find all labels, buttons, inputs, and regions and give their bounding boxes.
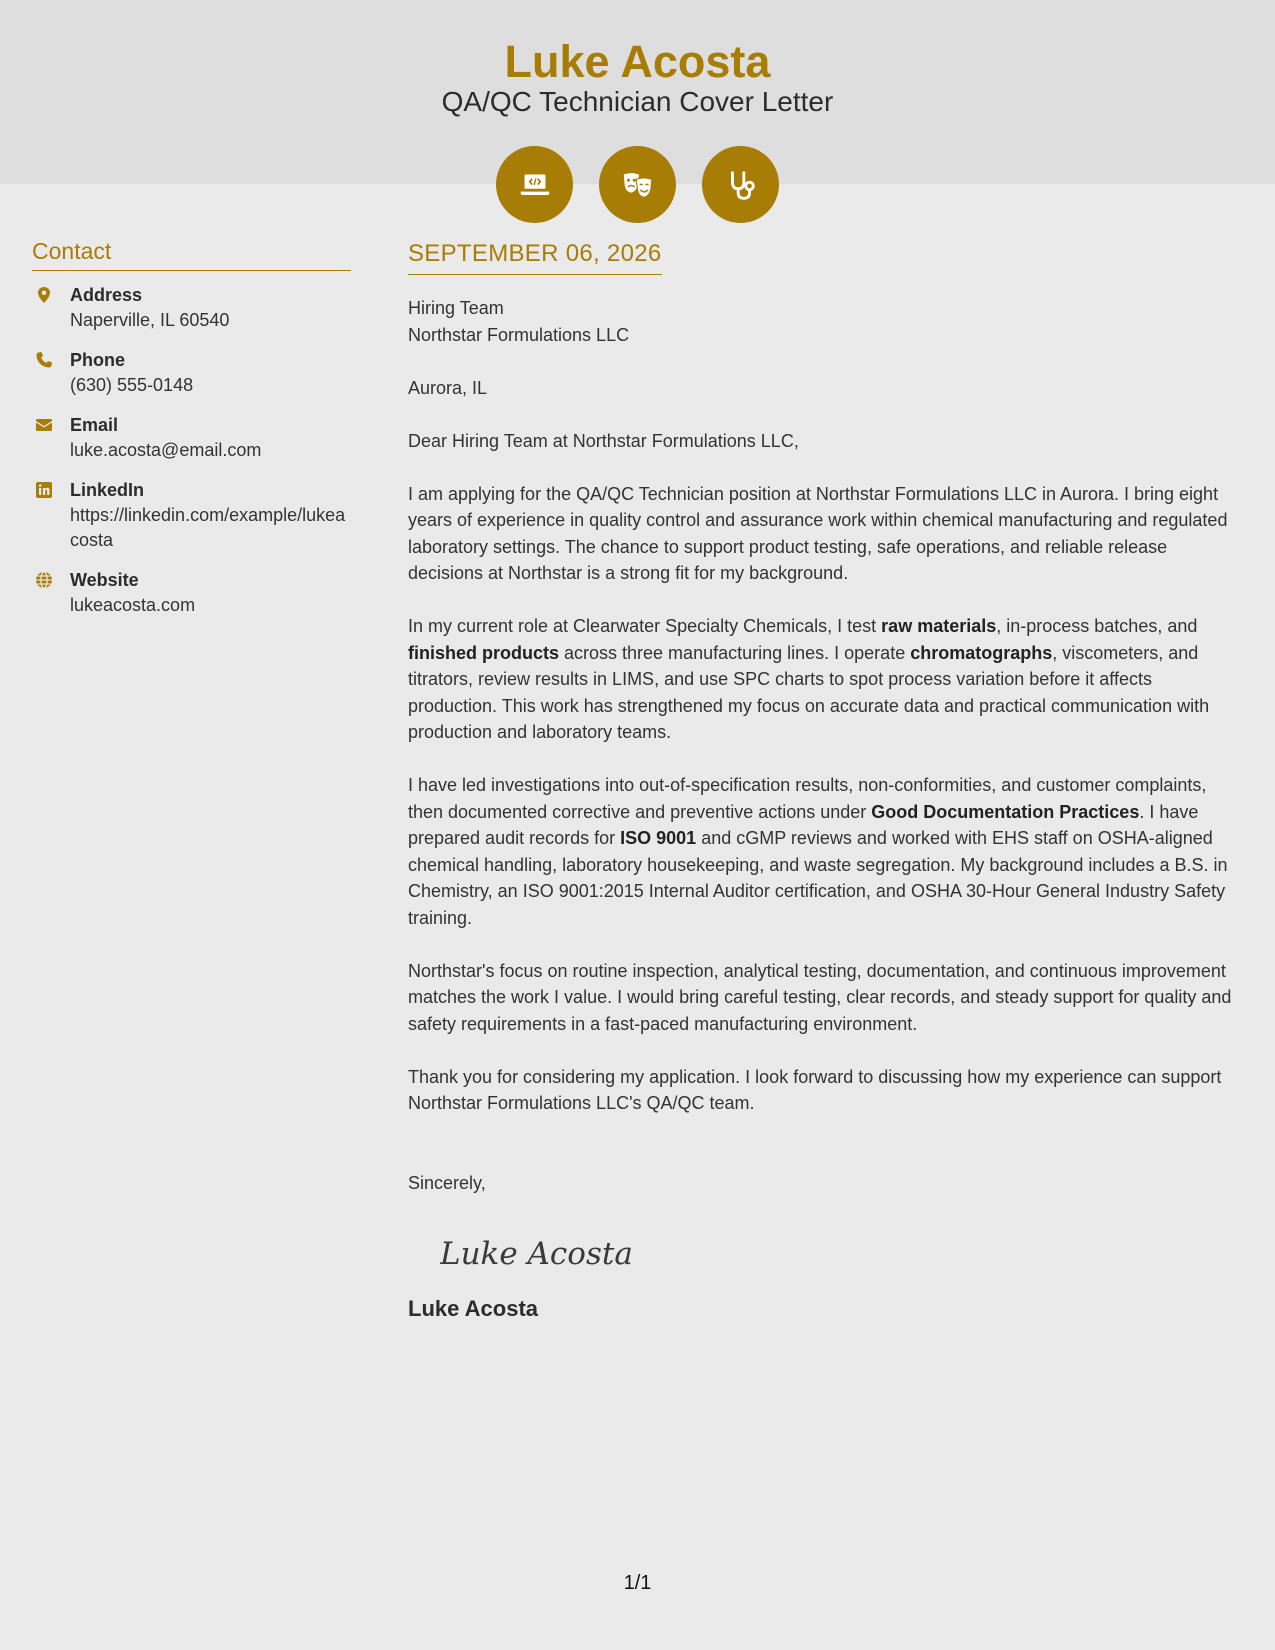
paragraph-5: Thank you for considering my application. I look forward to discussing how my experience can support Northstar Formulations LLC's QA/QC team.: [408, 1066, 1222, 1113]
map-pin-icon: [32, 283, 70, 333]
letter-body: [408, 240, 1243, 1322]
recipient-name: Hiring Team: [408, 298, 504, 318]
website-value: lukeacosta.com: [70, 595, 196, 615]
website-label: Website: [70, 570, 139, 590]
paragraph-4: Northstar's focus on routine inspection, analytical testing, documentation, and continuous improvement matches the work I value. I would bring careful testing, clear records, and steady support for quality and safety requirements in a fast-paced manufacturing environment.: [408, 960, 1232, 1034]
envelope-icon: [32, 413, 70, 463]
header-icons: [496, 146, 779, 223]
contact-email: [32, 413, 351, 463]
paragraph-3: I have led investigations into out-of-specification results, non-conformities, and customer complaints, then documented corrective and preventive actions under Good Documentation Practices. I have prepared audit records for ISO 9001 and cGMP reviews and worked with EHS staff on OSHA-aligned chemical handling, laboratory housekeeping, and waste segregation. My background includes a B.S. in Chemistry, an ISO 9001:2015 Internal Auditor certification, and OSHA 30-Hour General Industry Safety training.: [408, 775, 1228, 928]
contact-list: [32, 283, 351, 618]
contact-heading: Contact: [32, 238, 351, 271]
paragraph-2: In my current role at Clearwater Specialty Chemicals, I test raw materials, in-process batches, and finished products across three manufacturing lines. I operate chromatographs, viscometers, and titrators, review results in LIMS, and use SPC charts to spot process variation before it affects production. This work has strengthened my focus on accurate data and practical communication with production and laboratory teams.: [408, 616, 1210, 742]
phone-icon: [32, 348, 70, 398]
page-number: 1/1: [623, 1572, 652, 1594]
address-label: Address: [70, 285, 143, 305]
contact-phone: [32, 348, 351, 398]
recipient-location: Aurora, IL: [408, 377, 488, 398]
recipient-company: Northstar Formulations LLC: [408, 324, 630, 345]
linkedin-value: https://linkedin.com/example/lukeacosta: [70, 505, 346, 550]
svg-text:Luke Acosta: Luke Acosta: [440, 1236, 633, 1272]
address-value: Naperville, IL 60540: [70, 310, 230, 330]
signer-name: Luke Acosta: [408, 1296, 539, 1321]
salutation: Dear Hiring Team at Northstar Formulations LLC,: [408, 430, 799, 451]
contact-linkedin: [32, 478, 351, 553]
stethoscope-icon: [702, 146, 779, 223]
phone-value: (630) 555-0148: [70, 375, 194, 395]
theater-masks-icon: [599, 146, 676, 223]
candidate-name: Luke Acosta: [504, 36, 771, 87]
paragraph-1: I am applying for the QA/QC Technician position at Northstar Formulations LLC in Aurora. I bring eight years of experience in quality control and assurance work within chemical manufacturing and regulated laboratory settings. The chance to support product testing, safe operations, and reliable release decisions at Northstar is a strong fit for my background.: [408, 483, 1228, 583]
globe-icon: [32, 568, 70, 618]
signature: [440, 1226, 1243, 1276]
email-value: luke.acosta@email.com: [70, 440, 262, 460]
linkedin-label: LinkedIn: [70, 480, 145, 500]
phone-label: Phone: [70, 350, 126, 370]
recipient-block: [408, 295, 1243, 348]
letter-date: SEPTEMBER 06, 2026: [408, 240, 662, 275]
laptop-code-icon: [496, 146, 573, 223]
email-label: Email: [70, 415, 119, 435]
document-title: QA/QC Technician Cover Letter: [441, 86, 834, 117]
contact-address: [32, 283, 351, 333]
closing: Sincerely,: [408, 1172, 486, 1193]
contact-sidebar: [32, 238, 351, 633]
linkedin-icon: [32, 478, 70, 553]
contact-website: [32, 568, 351, 618]
